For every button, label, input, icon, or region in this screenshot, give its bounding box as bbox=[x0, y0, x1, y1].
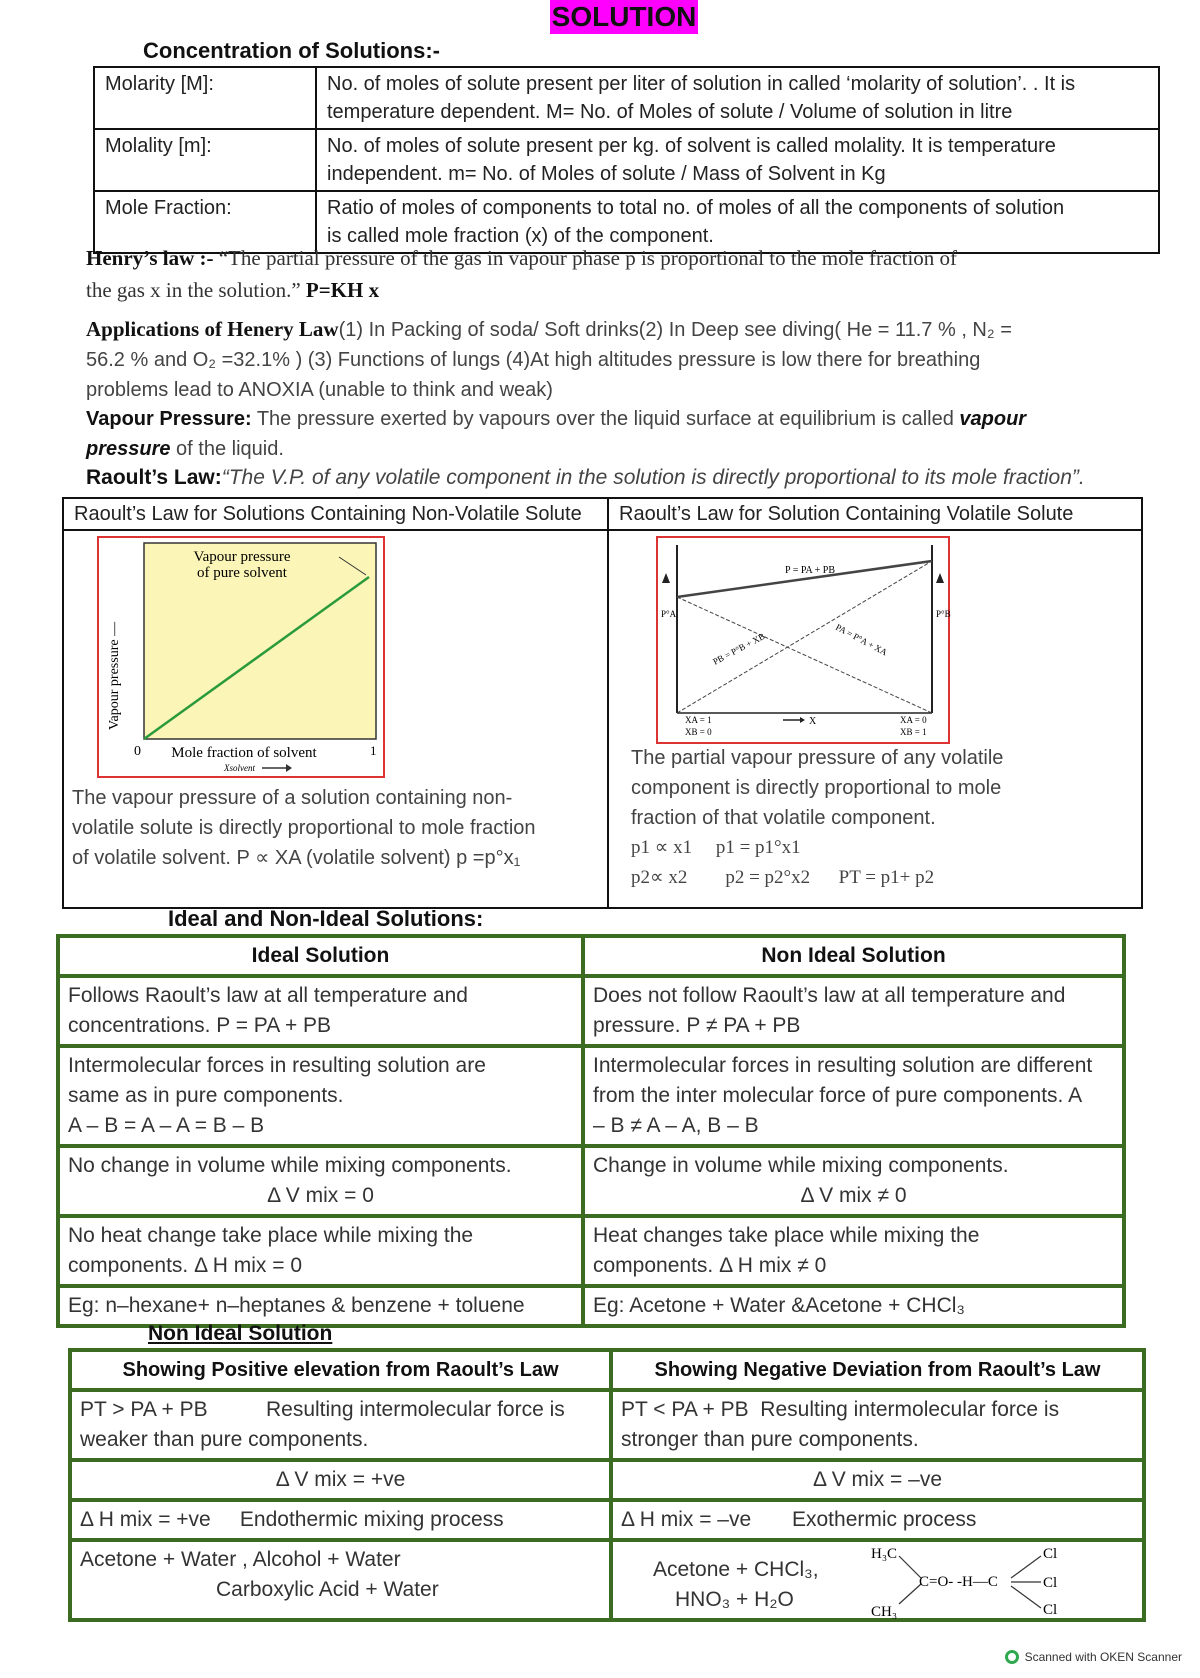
cell-line: Intermolecular forces in resulting solution are different bbox=[593, 1054, 1093, 1077]
scanner-footer bbox=[1005, 1650, 1182, 1664]
text-line: The partial vapour pressure of any volatile bbox=[631, 747, 1004, 769]
vapour-em: pressure bbox=[86, 438, 171, 460]
cell-line: concentrations. P = PA + PB bbox=[68, 1014, 332, 1037]
graph-label: XA = 0 bbox=[900, 715, 927, 725]
raoult-table bbox=[62, 497, 1143, 909]
text-line: volatile solute is directly proportional to mole fraction bbox=[72, 817, 536, 839]
definition-line: independent. m= No. of Moles of solute / Mass of Solvent in Kg bbox=[327, 163, 886, 185]
chem-label: Cl bbox=[1043, 1575, 1058, 1591]
applications-label: Applications of Henery Law bbox=[86, 317, 339, 341]
table-row bbox=[94, 129, 1159, 191]
formula-line: p1 ∝ x1 p1 = p1°x1 bbox=[631, 837, 801, 858]
ideal-table bbox=[56, 934, 1126, 1328]
raoult-left-column bbox=[64, 499, 609, 907]
ideal-header: Ideal Solution bbox=[58, 936, 583, 976]
cell-line: stronger than pure components. bbox=[621, 1428, 919, 1451]
applications-text: 56.2 % and O₂ =32.1% ) (3) Functions of lungs (4)At high altitudes pressure is low there for breathing bbox=[86, 349, 981, 371]
vapour-line bbox=[86, 404, 1156, 434]
cell-line: Carboxylic Acid + Water bbox=[216, 1578, 439, 1601]
cell-line: Heat changes take place while mixing the bbox=[593, 1224, 980, 1247]
vapour-line bbox=[86, 434, 1156, 464]
cell-line: HNO₃ + H₂O bbox=[675, 1588, 794, 1611]
cell-line: PT > PA + PB Resulting intermolecular force is bbox=[80, 1398, 565, 1421]
x-axis-label: Mole fraction of solvent bbox=[171, 745, 317, 761]
ideal-cell: Eg: n–hexane+ n–heptanes & benzene + toluene bbox=[58, 1286, 583, 1326]
table-row bbox=[70, 1390, 1144, 1460]
raoult-right-column bbox=[609, 499, 1141, 907]
cell-line: components. Δ H mix ≠ 0 bbox=[593, 1254, 827, 1277]
graph-label: of pure solvent bbox=[197, 565, 287, 581]
scanner-logo-icon bbox=[1005, 1650, 1019, 1664]
cell-line: from the inter molecular force of pure components. A bbox=[593, 1084, 1083, 1107]
term-cell: Mole Fraction: bbox=[94, 191, 316, 253]
formula-line: p2∝ x2 p2 = p2°x2 PT = p1+ p2 bbox=[631, 867, 935, 888]
nonideal-cell bbox=[583, 1046, 1124, 1146]
table-row bbox=[70, 1350, 1144, 1390]
definition-line: No. of moles of solute present per kg. of solvent is called molality. It is temperature bbox=[327, 135, 1056, 157]
hydrogen-bond-structure bbox=[871, 1542, 1111, 1620]
definition-line: temperature dependent. M= No. of Moles of solute / Volume of solution in litre bbox=[327, 101, 1013, 123]
cell-line: Acetone + Water , Alcohol + Water bbox=[80, 1548, 401, 1571]
text-line: of volatile solvent. P ∝ XA (volatile solvent) p =p°x₁ bbox=[72, 847, 521, 869]
x-tick: 1 bbox=[370, 743, 377, 758]
table-row bbox=[58, 1216, 1124, 1286]
henry-line bbox=[86, 242, 1156, 274]
applications-line bbox=[86, 314, 1156, 345]
negative-cell bbox=[611, 1390, 1144, 1460]
graph-label: XB = 1 bbox=[900, 727, 927, 737]
table-row bbox=[70, 1500, 1144, 1540]
ideal-heading: Ideal and Non-Ideal Solutions: bbox=[168, 906, 484, 931]
vapour-text: of the liquid. bbox=[170, 438, 284, 460]
negative-cell bbox=[611, 1540, 1144, 1620]
nonideal-cell bbox=[583, 976, 1124, 1046]
negative-cell: Δ H mix = –ve Exothermic process bbox=[611, 1500, 1144, 1540]
x-tick: 0 bbox=[134, 744, 141, 759]
henry-line bbox=[86, 274, 1156, 306]
concentration-table bbox=[93, 66, 1160, 254]
raoult-law bbox=[86, 466, 1085, 490]
henry-law bbox=[86, 242, 1156, 306]
cell-line: pressure. P ≠ PA + PB bbox=[593, 1014, 801, 1037]
graph-label: X bbox=[809, 716, 817, 727]
graph-label: PA = P°A + XA bbox=[834, 621, 890, 658]
footer-text: Scanned with OKEN Scanner bbox=[1024, 1650, 1182, 1664]
nonvolatile-graph bbox=[94, 535, 394, 785]
definition-cell bbox=[316, 129, 1159, 191]
cell-line: Intermolecular forces in resulting solution are bbox=[68, 1054, 486, 1077]
nonvolatile-text bbox=[72, 783, 602, 873]
cell-line: PT < PA + PB Resulting intermolecular force is bbox=[621, 1398, 1060, 1421]
concentration-heading: Concentration of Solutions:- bbox=[143, 38, 440, 63]
table-row bbox=[58, 976, 1124, 1046]
x-axis-sub: Xsolvent bbox=[224, 763, 255, 773]
y-axis-label: Vapour pressure — bbox=[107, 621, 122, 730]
applications-text: (1) In Packing of soda/ Soft drinks(2) In Deep see diving( He = 11.7 % , N₂ = bbox=[338, 319, 1012, 341]
negative-cell: Δ V mix = –ve bbox=[611, 1460, 1144, 1500]
chem-label: C=O- -H—C bbox=[919, 1574, 998, 1590]
nonideal-cell: Eg: Acetone + Water &Acetone + CHCl₃ bbox=[583, 1286, 1124, 1326]
cell-line: A – B = A – A = B – B bbox=[68, 1114, 265, 1137]
cell-line: Acetone + CHCl₃, bbox=[653, 1558, 819, 1581]
table-row bbox=[58, 1046, 1124, 1146]
nonideal-header: Non Ideal Solution bbox=[583, 936, 1124, 976]
vapour-pressure bbox=[86, 404, 1156, 464]
table-row bbox=[58, 1146, 1124, 1216]
graph-label: PB = P°B + XB bbox=[711, 631, 767, 667]
vapour-text: The pressure exerted by vapours over the liquid surface at equilibrium is called bbox=[251, 408, 960, 430]
graph-label: XB = 0 bbox=[685, 727, 712, 737]
cell-line: Follows Raoult’s law at all temperature and bbox=[68, 984, 468, 1007]
henry-formula: P=KH x bbox=[305, 278, 380, 302]
graph-label: XA = 1 bbox=[685, 715, 712, 725]
ideal-cell bbox=[58, 1146, 583, 1216]
chem-label: Cl bbox=[1043, 1602, 1058, 1618]
ideal-cell bbox=[58, 1216, 583, 1286]
cell-line: Δ V mix ≠ 0 bbox=[800, 1184, 907, 1207]
chem-label: H₃C bbox=[871, 1546, 898, 1562]
volatile-graph bbox=[655, 535, 955, 747]
cell-line: components. Δ H mix = 0 bbox=[68, 1254, 303, 1277]
negative-header: Showing Negative Deviation from Raoult’s Law bbox=[611, 1350, 1144, 1390]
text-line: component is directly proportional to mole bbox=[631, 777, 1002, 799]
cell-line: No heat change take place while mixing the bbox=[68, 1224, 474, 1247]
applications bbox=[86, 314, 1156, 405]
volatile-text bbox=[631, 743, 1131, 893]
cell-line: same as in pure components. bbox=[68, 1084, 344, 1107]
cell-line: Change in volume while mixing components. bbox=[593, 1154, 1009, 1177]
chem-label: CH₃ bbox=[871, 1604, 898, 1620]
henry-label: Henry’s law :- bbox=[86, 246, 214, 270]
graph-label: P°B bbox=[936, 609, 951, 619]
definition-cell bbox=[316, 67, 1159, 129]
cell-line: Δ V mix = 0 bbox=[267, 1184, 374, 1207]
raoult-quote: “The V.P. of any volatile component in the solution is directly proportional to its mole fraction”. bbox=[221, 466, 1085, 489]
table-row bbox=[94, 67, 1159, 129]
vapour-label: Vapour Pressure: bbox=[86, 408, 252, 430]
table-row bbox=[70, 1540, 1144, 1620]
raoult-label: Raoult’s Law: bbox=[86, 466, 222, 489]
definition-line: No. of moles of solute present per liter of solution in called ‘molarity of solution’. . It is bbox=[327, 73, 1076, 95]
graph-label: P = PA + PB bbox=[785, 565, 836, 576]
henry-text: the gas x in the solution.” bbox=[86, 278, 301, 302]
cell-line: Does not follow Raoult’s law at all temperature and bbox=[593, 984, 1066, 1007]
positive-cell bbox=[70, 1390, 611, 1460]
cell-line: – B ≠ A – A, B – B bbox=[593, 1114, 759, 1137]
term-cell: Molality [m]: bbox=[94, 129, 316, 191]
nonideal-heading: Non Ideal Solution bbox=[148, 1322, 333, 1345]
text-line: The vapour pressure of a solution containing non- bbox=[72, 787, 513, 809]
definition-line: is called mole fraction (x) of the component. bbox=[327, 225, 714, 247]
definition-line: Ratio of moles of components to total no. of moles of all the components of solution bbox=[327, 197, 1065, 219]
cell-line: No change in volume while mixing components. bbox=[68, 1154, 512, 1177]
nonideal-cell bbox=[583, 1216, 1124, 1286]
raoult-left-header: Raoult’s Law for Solutions Containing Non-Volatile Solute bbox=[64, 499, 607, 531]
deviation-table bbox=[68, 1348, 1146, 1622]
table-row bbox=[58, 936, 1124, 976]
graph-label: P°A bbox=[661, 609, 677, 619]
vapour-em: vapour bbox=[959, 408, 1027, 430]
positive-cell bbox=[70, 1540, 611, 1620]
chem-label: Cl bbox=[1043, 1546, 1058, 1562]
cell-line: weaker than pure components. bbox=[80, 1428, 369, 1451]
text-line: fraction of that volatile component. bbox=[631, 807, 936, 829]
raoult-right-header: Raoult’s Law for Solution Containing Volatile Solute bbox=[609, 499, 1141, 531]
table-row bbox=[70, 1460, 1144, 1500]
positive-cell: Δ V mix = +ve bbox=[70, 1460, 611, 1500]
positive-cell: Δ H mix = +ve Endothermic mixing process bbox=[70, 1500, 611, 1540]
table-row bbox=[58, 1286, 1124, 1326]
positive-header: Showing Positive elevation from Raoult’s Law bbox=[70, 1350, 611, 1390]
term-cell: Molarity [M]: bbox=[94, 67, 316, 129]
graph-label: Vapour pressure bbox=[193, 549, 291, 565]
ideal-cell bbox=[58, 976, 583, 1046]
applications-text: problems lead to ANOXIA (unable to think and weak) bbox=[86, 379, 553, 401]
ideal-cell bbox=[58, 1046, 583, 1146]
nonideal-cell bbox=[583, 1146, 1124, 1216]
henry-text: “The partial pressure of the gas in vapour phase p is proportional to the mole fraction of bbox=[213, 246, 958, 270]
page-title: SOLUTION bbox=[551, 1, 697, 32]
